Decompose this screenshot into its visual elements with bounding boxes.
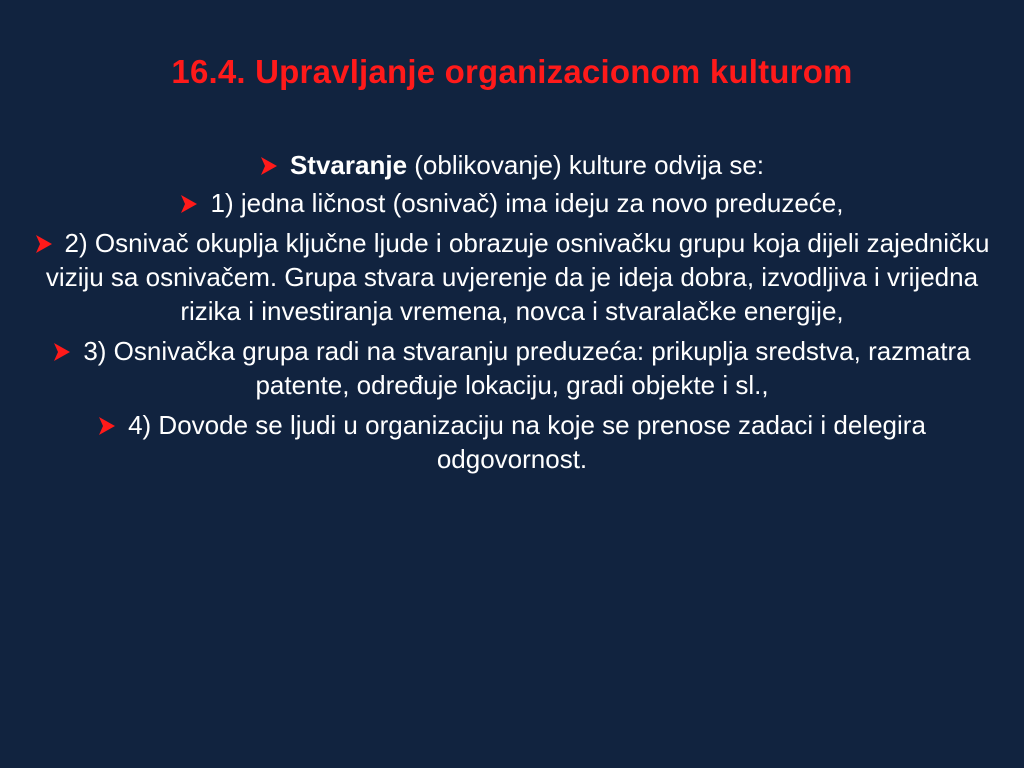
red-arrow-bullet-icon: [35, 234, 53, 254]
bullet-text: (oblikovanje) kulture odvija se:: [407, 150, 765, 180]
bullet-bold-term: Stvaranje: [289, 150, 408, 180]
bullet-text: 3) Osnivačka grupa radi na stvaranju preduzeća: prikuplja sredstva, razmatra patente, određuje lokaciju, gradi objekte i sl.,: [83, 336, 971, 400]
slide-title: 16.4. Upravljanje organizacionom kulturom: [171, 53, 853, 90]
red-arrow-bullet-icon: [180, 194, 198, 214]
bullet-item-4: [26, 334, 998, 402]
bullet-text: 2) Osnivač okuplja ključne ljude i obrazuje osnivačku grupu koja dijeli zajedničku viziju sa osnivačem. Grupa stvara uvjerenje da je ideja dobra, izvodljiva i vrijedna rizika i investiranja vremena, novca i stvaralačke energije,: [45, 228, 990, 326]
bullet-text: 4) Dovode se ljudi u organizaciju na koje se prenose zadaci i delegira odgovornost.: [128, 410, 926, 474]
red-arrow-bullet-icon: [98, 416, 116, 436]
bullet-item-2: [26, 186, 998, 220]
bullet-item-5: [26, 408, 998, 476]
red-arrow-bullet-icon: [260, 156, 278, 176]
bullet-list: [26, 148, 998, 482]
bullet-text: 1) jedna ličnost (osnivač) ima ideju za novo preduzeće,: [210, 188, 844, 218]
bullet-item-3: [26, 226, 998, 328]
red-arrow-bullet-icon: [53, 342, 71, 362]
bullet-item-1: [26, 148, 998, 182]
